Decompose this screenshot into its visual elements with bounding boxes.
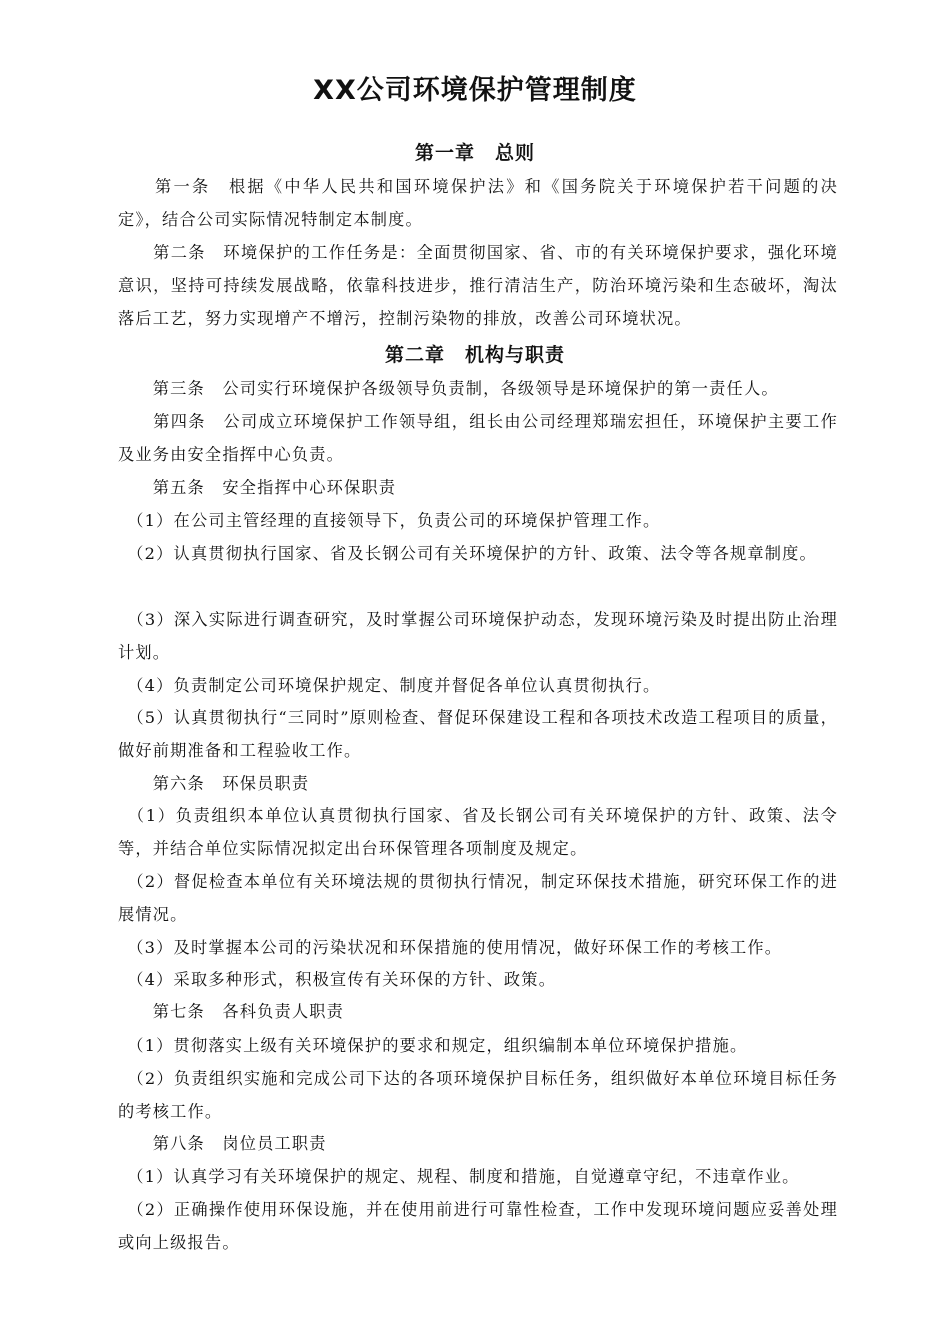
paragraph: （2）督促检查本单位有关环境法规的贯彻执行情况，制定环保技术措施，研究环保工作的进展情况。 — [118, 872, 838, 924]
paragraph: （1）负责组织本单位认真贯彻执行国家、省及长钢公司有关环境保护的方针、政策、法令等，并结合单位实际情况拟定出台环保管理各项制度及规定。 — [118, 806, 838, 858]
paragraph: （3）及时掌握本公司的污染状况和环保措施的使用情况，做好环保工作的考核工作。 — [118, 938, 783, 957]
paragraph: （2）认真贯彻执行国家、省及长钢公司有关环境保护的方针、政策、法令等各规章制度。 — [118, 544, 817, 563]
paragraph: （1）认真学习有关环境保护的规定、规程、制度和措施，自觉遵章守纪，不违章作业。 — [118, 1167, 800, 1186]
paragraph: 第六条 环保员职责 — [118, 774, 310, 793]
paragraph: （5）认真贯彻执行“三同时”原则检查、督促环保建设工程和各项技术改造工程项目的质量，做好前期准备和工程验收工作。 — [118, 708, 838, 760]
paragraph: （4）采取多种形式，积极宣传有关环保的方针、政策。 — [118, 970, 557, 989]
chapter-heading-1: 第一章 总则 — [414, 142, 535, 164]
paragraph: （2）负责组织实施和完成公司下达的各项环境保护目标任务，组织做好本单位环境目标任务的考核工作。 — [118, 1069, 838, 1121]
paragraph: 第八条 岗位员工职责 — [118, 1134, 327, 1153]
chapter-heading-2: 第二章 机构与职责 — [384, 344, 565, 366]
paragraph: （4）负责制定公司环境保护规定、制度并督促各单位认真贯彻执行。 — [118, 676, 661, 695]
paragraph: 第一条 根据《中华人民共和国环境保护法》和《国务院关于环境保护若干问题的决定》，结合公司实际情况特制定本制度。 — [118, 177, 838, 229]
paragraph: 第三条 公司实行环境保护各级领导负责制，各级领导是环境保护的第一责任人。 — [118, 379, 779, 398]
paragraph: 第二条 环境保护的工作任务是：全面贯彻国家、省、市的有关环境保护要求，强化环境意识，坚持可持续发展战略，依靠科技进步，推行清洁生产，防治环境污染和生态破坏，淘汰落后工艺，努力实现增产不增污，控制污染物的排放，改善公司环境状况。 — [118, 243, 838, 328]
paragraph: 第五条 安全指挥中心环保职责 — [118, 478, 397, 497]
paragraph: （2）正确操作使用环保设施，并在使用前进行可靠性检查，工作中发现环境问题应妥善处理或向上级报告。 — [118, 1200, 838, 1252]
paragraph: 第七条 各科负责人职责 — [118, 1002, 345, 1021]
document-title: XX公司环境保护管理制度 — [313, 75, 637, 106]
paragraph: 第四条 公司成立环境保护工作领导组，组长由公司经理郑瑞宏担任，环境保护主要工作及业务由安全指挥中心负责。 — [118, 412, 838, 464]
paragraph: （3）深入实际进行调查研究，及时掌握公司环境保护动态，发现环境污染及时提出防止治理计划。 — [118, 610, 838, 662]
paragraph: （1）贯彻落实上级有关环境保护的要求和规定，组织编制本单位环境保护措施。 — [118, 1036, 748, 1055]
paragraph: （1）在公司主管经理的直接领导下，负责公司的环境保护管理工作。 — [118, 511, 661, 530]
